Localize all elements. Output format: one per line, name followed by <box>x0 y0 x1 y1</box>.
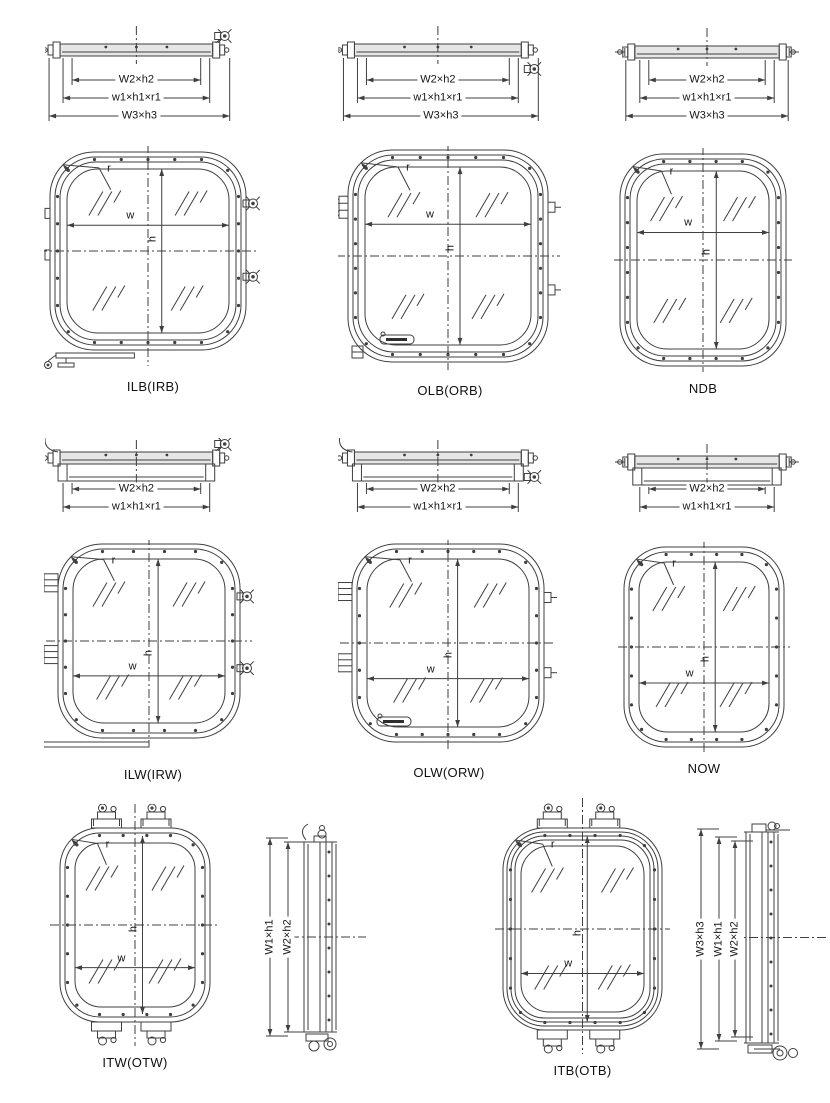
dimension-label: W2×h2 <box>686 74 727 87</box>
dimension-label: w1×h1×r1 <box>410 501 465 514</box>
dimension-label: w1×h1×r1 <box>680 92 735 105</box>
dimension-label: W3×h3 <box>695 918 708 959</box>
corner-radius-label: r <box>406 161 410 174</box>
width-label: w <box>128 660 137 673</box>
window-front-view-itw <box>50 804 220 1072</box>
width-label: w <box>426 208 434 221</box>
dimension-label: W1×h1 <box>264 916 277 957</box>
window-line-drawing <box>338 146 562 374</box>
dimension-label: W3×h3 <box>119 110 160 123</box>
section-view-olw <box>338 438 573 534</box>
width-label: w <box>684 216 693 229</box>
corner-radius-label: r <box>672 557 676 570</box>
section-view-now <box>612 442 802 534</box>
window-type-label: ILW(IRW) <box>123 767 183 782</box>
corner-radius-label: r <box>107 162 111 175</box>
window-type-label: OLW(ORW) <box>413 765 485 780</box>
window-type-label: OLB(ORB) <box>417 383 483 398</box>
dimension-label: w1×h1×r1 <box>680 501 735 514</box>
window-front-view-now <box>618 542 790 778</box>
height-label: h <box>442 651 455 658</box>
height-label: h <box>146 236 159 243</box>
side-view-itw <box>256 796 368 1072</box>
dimension-label: w1×h1×r1 <box>109 501 164 514</box>
corner-radius-label: r <box>669 165 674 178</box>
window-type-label: ITW(OTW) <box>102 1055 168 1070</box>
corner-radius-label: r <box>408 554 412 567</box>
dimension-label: w1×h1×r1 <box>109 92 164 105</box>
window-line-drawing <box>44 146 262 370</box>
window-front-view-ilb <box>44 146 262 396</box>
section-view-ilb <box>45 24 260 136</box>
height-label: h <box>142 649 155 656</box>
side-view-itb <box>688 795 830 1083</box>
width-label: w <box>564 957 573 970</box>
window-front-view-olw <box>338 540 560 782</box>
dimension-label: W2×h2 <box>729 918 742 959</box>
dimension-label: W2×h2 <box>417 74 458 87</box>
width-label: w <box>126 209 135 222</box>
corner-radius-label: r <box>111 554 116 567</box>
window-line-drawing <box>614 148 792 372</box>
width-label: w <box>426 663 435 676</box>
dimension-label: W2×h2 <box>116 483 157 496</box>
width-label: w <box>685 667 694 680</box>
window-line-drawing <box>338 540 560 756</box>
dimension-label: W2×h2 <box>417 483 458 496</box>
dimension-label: W2×h2 <box>282 916 295 957</box>
section-view-olb <box>338 24 573 136</box>
dimension-label: W3×h3 <box>686 110 727 123</box>
section-view-ndb <box>612 26 802 136</box>
window-front-view-ilw <box>44 540 262 784</box>
height-label: h <box>571 929 584 937</box>
window-type-label: ITB(OTB) <box>553 1063 612 1078</box>
window-type-label: NDB <box>688 381 718 396</box>
height-label: h <box>700 248 713 255</box>
window-line-drawing <box>495 798 670 1054</box>
window-type-label: NOW <box>687 761 721 776</box>
section-view-ilw <box>45 438 260 534</box>
window-type-label: ILB(IRB) <box>126 379 180 394</box>
height-label: h <box>699 655 712 663</box>
height-label: h <box>444 244 457 251</box>
dimension-label: w1×h1×r1 <box>410 92 465 105</box>
corner-radius-label: r <box>105 838 110 851</box>
side-line-drawing <box>688 795 830 1083</box>
window-front-view-ndb <box>614 148 792 398</box>
width-label: w <box>117 952 126 965</box>
dimension-label: W1×h1 <box>713 918 726 959</box>
window-front-view-itb <box>495 798 670 1080</box>
window-line-drawing <box>618 542 790 754</box>
dimension-label: W2×h2 <box>686 483 727 496</box>
corner-radius-label: r <box>550 838 555 851</box>
dimension-label: W3×h3 <box>420 110 461 123</box>
window-front-view-olb <box>338 146 562 400</box>
height-label: h <box>127 925 139 932</box>
dimension-label: W2×h2 <box>116 74 157 87</box>
